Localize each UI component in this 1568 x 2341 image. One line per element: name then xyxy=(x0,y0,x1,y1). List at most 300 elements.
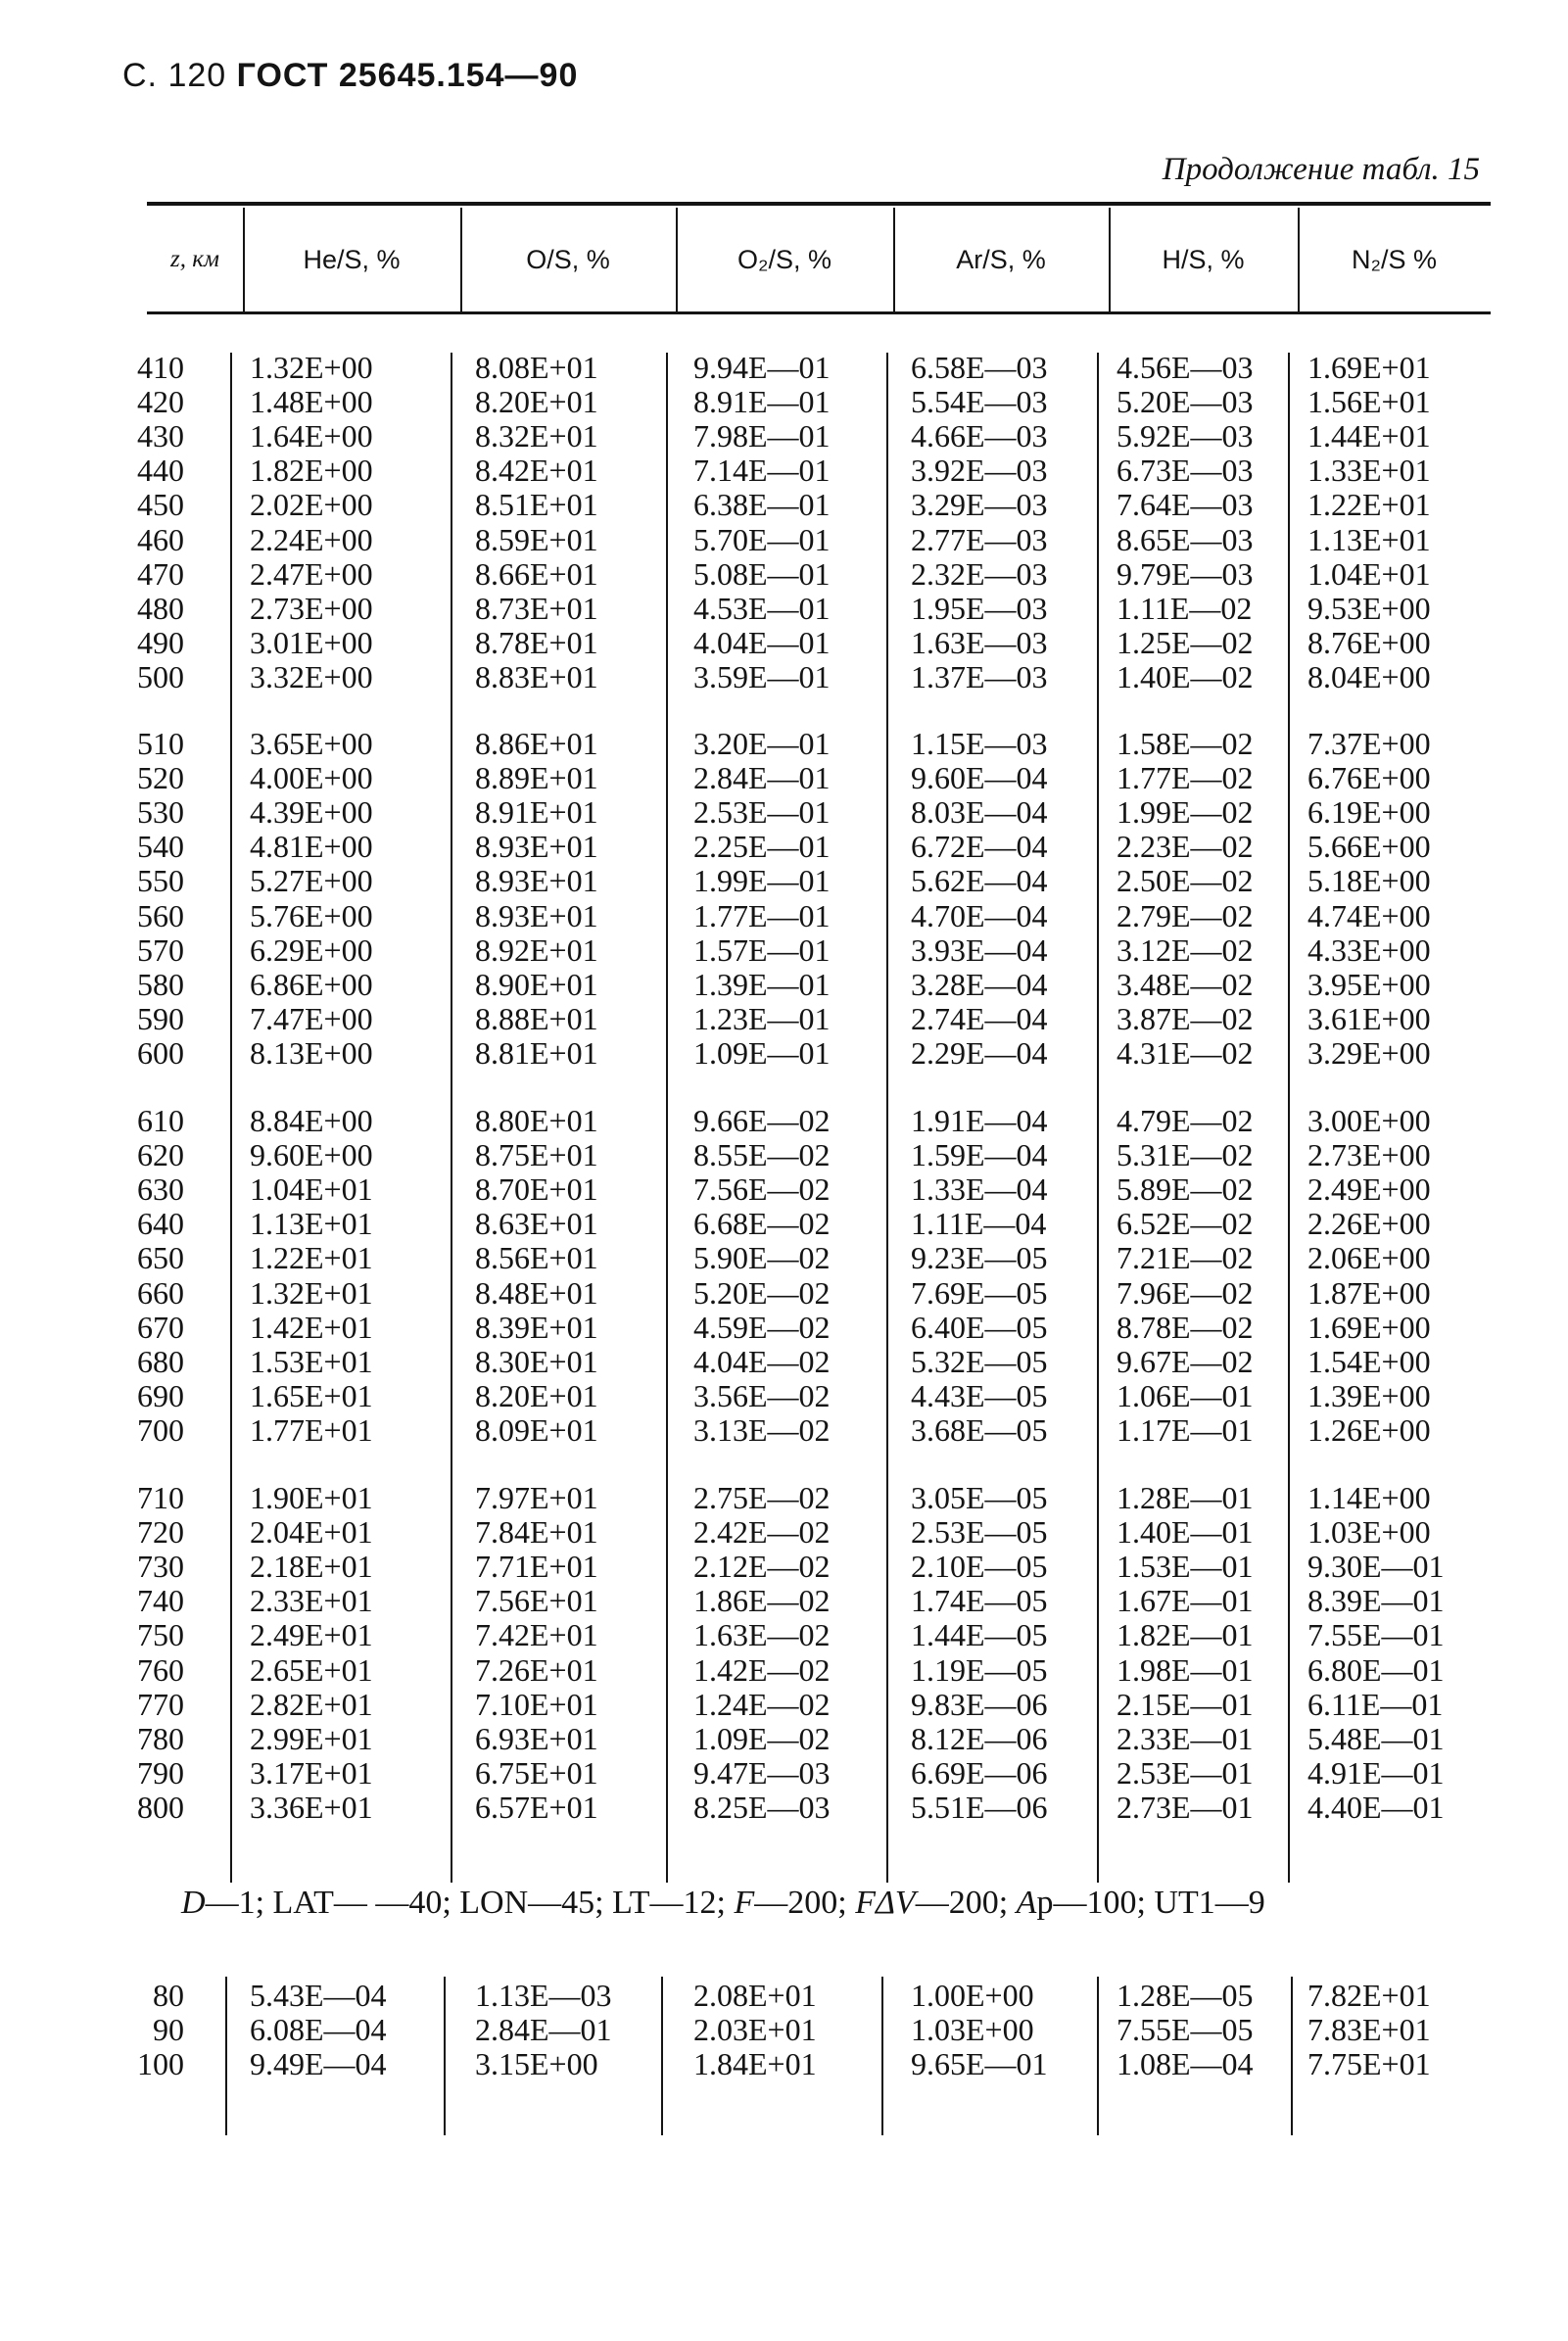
table-row-value: 5.90E—02 xyxy=(693,1240,831,1276)
table-row-value: 1.32E+00 xyxy=(250,350,373,385)
table-row-value: 5.76E+00 xyxy=(250,897,373,933)
section-row-value: 2.08E+01 xyxy=(693,1978,817,2013)
table-row-value: 5.27E+00 xyxy=(250,863,373,899)
table-row-value: 8.78E—02 xyxy=(1117,1309,1254,1345)
table-row-value: 8.66E+01 xyxy=(475,555,598,592)
param-f: F xyxy=(734,1885,755,1921)
table-row-value: 1.95E—03 xyxy=(911,590,1048,626)
table-row-value: 2.32E—03 xyxy=(911,555,1048,592)
table-row-value: 4.56E—03 xyxy=(1117,350,1254,385)
table-row-altitude: 780 xyxy=(137,1720,184,1756)
table-row-value: 1.13E+01 xyxy=(1307,521,1431,557)
param-fav: FΔV xyxy=(855,1885,916,1921)
table-row-value: 2.79E—02 xyxy=(1117,897,1254,933)
table-row-value: 1.22E+01 xyxy=(1307,487,1431,523)
table-row-value: 8.39E+01 xyxy=(475,1309,598,1345)
table-row-value: 1.19E—05 xyxy=(911,1651,1048,1688)
section-row-value: 1.84E+01 xyxy=(693,2046,817,2082)
table-row-altitude: 570 xyxy=(137,932,184,968)
table-row-value: 2.29E—04 xyxy=(911,1034,1048,1071)
table-row-value: 6.93E+01 xyxy=(475,1720,598,1756)
section-row-value: 7.75E+01 xyxy=(1307,2046,1431,2082)
table-row-value: 2.82E+01 xyxy=(250,1686,373,1722)
table-row-value: 8.48E+01 xyxy=(475,1274,598,1311)
table-row-value: 2.15E—01 xyxy=(1117,1686,1254,1722)
table-row-value: 7.84E+01 xyxy=(475,1514,598,1551)
table-row-value: 7.64E—03 xyxy=(1117,487,1254,523)
table-row-value: 7.56E—02 xyxy=(693,1171,831,1208)
table-row-value: 7.69E—05 xyxy=(911,1274,1048,1311)
section-row-value: 6.08E—04 xyxy=(250,2012,387,2048)
table-row-value: 9.23E—05 xyxy=(911,1240,1048,1276)
table-row-value: 7.21E—02 xyxy=(1117,1240,1254,1276)
header-column-divider xyxy=(1109,208,1111,311)
table-row-altitude: 730 xyxy=(137,1549,184,1585)
table-row-value: 8.25E—03 xyxy=(693,1789,831,1825)
body-column-divider xyxy=(1288,353,1290,1883)
table-row-value: 2.99E+01 xyxy=(250,1720,373,1756)
section-row-value: 7.83E+01 xyxy=(1307,2012,1431,2048)
table-row-value: 2.84E—01 xyxy=(693,760,831,796)
table-row-altitude: 660 xyxy=(137,1274,184,1311)
table-row-altitude: 650 xyxy=(137,1240,184,1276)
table-row-value: 2.04E+01 xyxy=(250,1514,373,1551)
table-row-value: 2.73E—01 xyxy=(1117,1789,1254,1825)
table-row-value: 1.15E—03 xyxy=(911,726,1048,761)
table-row-value: 2.47E+00 xyxy=(250,555,373,592)
section-row-altitude: 90 xyxy=(153,2012,184,2048)
section-row-value: 7.82E+01 xyxy=(1307,1978,1431,2013)
table-row-value: 4.33E+00 xyxy=(1307,932,1431,968)
param-ap-value: p—100; UT1—9 xyxy=(1036,1885,1265,1921)
column-header-o2: O₂/S, % xyxy=(736,244,832,274)
table-row-altitude: 700 xyxy=(137,1411,184,1448)
section-row-value: 2.84E—01 xyxy=(475,2012,612,2048)
table-row-value: 5.32E—05 xyxy=(911,1343,1048,1379)
table-row-value: 4.74E+00 xyxy=(1307,897,1431,933)
table-row-value: 2.18E+01 xyxy=(250,1549,373,1585)
header-column-divider xyxy=(243,208,245,311)
page-header xyxy=(122,57,578,95)
table-row-value: 5.51E—06 xyxy=(911,1789,1048,1825)
table-row-value: 8.55E—02 xyxy=(693,1137,831,1173)
table-row-value: 1.77E—01 xyxy=(693,897,831,933)
table-row-value: 8.12E—06 xyxy=(911,1720,1048,1756)
table-row-value: 3.17E+01 xyxy=(250,1754,373,1791)
table-row-value: 3.48E—02 xyxy=(1117,966,1254,1002)
table-row-value: 7.71E+01 xyxy=(475,1549,598,1585)
table-row-altitude: 600 xyxy=(137,1034,184,1071)
table-row-value: 8.86E+01 xyxy=(475,726,598,761)
table-row-value: 2.53E—05 xyxy=(911,1514,1048,1551)
table-row-value: 6.80E—01 xyxy=(1307,1651,1445,1688)
section-row-value: 1.00E+00 xyxy=(911,1978,1034,2013)
table-row-value: 3.92E—03 xyxy=(911,453,1048,489)
table-row-value: 2.24E+00 xyxy=(250,521,373,557)
table-row-value: 1.28E—01 xyxy=(1117,1480,1254,1515)
table-row-value: 6.57E+01 xyxy=(475,1789,598,1825)
table-row-altitude: 710 xyxy=(137,1480,184,1515)
table-row-altitude: 450 xyxy=(137,487,184,523)
table-row-value: 1.22E+01 xyxy=(250,1240,373,1276)
section-column-divider xyxy=(881,1977,883,2135)
table-row-value: 8.90E+01 xyxy=(475,966,598,1002)
table-row-value: 2.06E+00 xyxy=(1307,1240,1431,1276)
table-row-value: 1.99E—01 xyxy=(693,863,831,899)
table-row-value: 3.20E—01 xyxy=(693,726,831,761)
table-row-value: 7.26E+01 xyxy=(475,1651,598,1688)
table-row-value: 1.58E—02 xyxy=(1117,726,1254,761)
table-row-value: 8.13E+00 xyxy=(250,1034,373,1071)
table-row-value: 2.49E+01 xyxy=(250,1617,373,1653)
table-row-value: 1.56E+01 xyxy=(1307,384,1431,420)
table-row-value: 6.38E—01 xyxy=(693,487,831,523)
section-row-value: 3.15E+00 xyxy=(475,2046,598,2082)
table-row-value: 2.12E—02 xyxy=(693,1549,831,1585)
header-column-divider xyxy=(460,208,462,311)
table-row-altitude: 460 xyxy=(137,521,184,557)
table-row-value: 1.04E+01 xyxy=(1307,555,1431,592)
body-column-divider xyxy=(666,353,668,1883)
table-row-value: 1.37E—03 xyxy=(911,658,1048,694)
table-row-value: 8.80E+01 xyxy=(475,1103,598,1138)
table-row-value: 1.77E+01 xyxy=(250,1411,373,1448)
table-row-value: 8.56E+01 xyxy=(475,1240,598,1276)
table-row-value: 1.26E+00 xyxy=(1307,1411,1431,1448)
table-row-value: 3.36E+01 xyxy=(250,1789,373,1825)
table-row-value: 3.59E—01 xyxy=(693,658,831,694)
table-row-value: 1.64E+00 xyxy=(250,418,373,454)
table-row-value: 1.63E—02 xyxy=(693,1617,831,1653)
table-row-altitude: 540 xyxy=(137,829,184,865)
table-row-value: 6.58E—03 xyxy=(911,350,1048,385)
table-row-value: 3.13E—02 xyxy=(693,1411,831,1448)
table-row-value: 2.23E—02 xyxy=(1117,829,1254,865)
table-row-value: 7.98E—01 xyxy=(693,418,831,454)
table-row-value: 1.33E—04 xyxy=(911,1171,1048,1208)
table-row-value: 4.40E—01 xyxy=(1307,1789,1445,1825)
table-row-value: 4.70E—04 xyxy=(911,897,1048,933)
table-row-value: 1.23E—01 xyxy=(693,1000,831,1036)
column-header-o: O/S, % xyxy=(526,244,610,274)
table-row-value: 1.86E—02 xyxy=(693,1583,831,1619)
table-row-value: 3.01E+00 xyxy=(250,624,373,660)
table-row-altitude: 760 xyxy=(137,1651,184,1688)
table-row-value: 5.62E—04 xyxy=(911,863,1048,899)
table-row-value: 3.56E—02 xyxy=(693,1377,831,1413)
table-row-value: 6.76E+00 xyxy=(1307,760,1431,796)
table-row-value: 8.09E+01 xyxy=(475,1411,598,1448)
table-row-value: 4.39E+00 xyxy=(250,794,373,831)
section-row-altitude: 100 xyxy=(137,2046,184,2082)
table-row-value: 8.93E+01 xyxy=(475,863,598,899)
body-column-divider xyxy=(1097,353,1099,1883)
table-row-altitude: 480 xyxy=(137,590,184,626)
body-column-divider xyxy=(886,353,888,1883)
table-row-value: 8.04E+00 xyxy=(1307,658,1431,694)
table-row-value: 5.92E—03 xyxy=(1117,418,1254,454)
table-row-value: 4.04E—02 xyxy=(693,1343,831,1379)
table-row-altitude: 750 xyxy=(137,1617,184,1653)
table-row-value: 1.53E+01 xyxy=(250,1343,373,1379)
table-row-value: 8.73E+01 xyxy=(475,590,598,626)
table-row-altitude: 520 xyxy=(137,760,184,796)
table-row-altitude: 410 xyxy=(137,350,184,385)
table-row-value: 4.43E—05 xyxy=(911,1377,1048,1413)
table-row-value: 1.17E—01 xyxy=(1117,1411,1254,1448)
table-row-value: 1.40E—01 xyxy=(1117,1514,1254,1551)
table-row-value: 1.32E+01 xyxy=(250,1274,373,1311)
table-row-value: 7.97E+01 xyxy=(475,1480,598,1515)
table-row-value: 6.29E+00 xyxy=(250,932,373,968)
table-row-value: 2.02E+00 xyxy=(250,487,373,523)
table-row-value: 8.84E+00 xyxy=(250,1103,373,1138)
param-d-value: —1; LAT— —40; LON—45; LT—12; xyxy=(205,1885,735,1921)
table-row-altitude: 610 xyxy=(137,1103,184,1138)
table-row-value: 1.53E—01 xyxy=(1117,1549,1254,1585)
table-row-value: 7.55E—01 xyxy=(1307,1617,1445,1653)
table-row-altitude: 680 xyxy=(137,1343,184,1379)
table-row-value: 4.79E—02 xyxy=(1117,1103,1254,1138)
table-row-value: 1.42E+01 xyxy=(250,1309,373,1345)
table-row-value: 8.91E+01 xyxy=(475,794,598,831)
table-row-value: 2.77E—03 xyxy=(911,521,1048,557)
table-row-value: 9.67E—02 xyxy=(1117,1343,1254,1379)
column-header-z: z, км xyxy=(170,246,219,272)
table-row-value: 4.91E—01 xyxy=(1307,1754,1445,1791)
table-row-value: 8.20E+01 xyxy=(475,1377,598,1413)
table-row-altitude: 740 xyxy=(137,1583,184,1619)
table-row-value: 2.53E—01 xyxy=(1117,1754,1254,1791)
table-row-value: 3.05E—05 xyxy=(911,1480,1048,1515)
table-row-value: 4.81E+00 xyxy=(250,829,373,865)
table-row-value: 4.53E—01 xyxy=(693,590,831,626)
table-row-value: 5.08E—01 xyxy=(693,555,831,592)
table-row-altitude: 630 xyxy=(137,1171,184,1208)
table-row-value: 2.75E—02 xyxy=(693,1480,831,1515)
table-row-value: 9.83E—06 xyxy=(911,1686,1048,1722)
section-row-value: 5.43E—04 xyxy=(250,1978,387,2013)
table-row-value: 3.32E+00 xyxy=(250,658,373,694)
table-row-value: 1.65E+01 xyxy=(250,1377,373,1413)
table-row-altitude: 440 xyxy=(137,453,184,489)
standard-code: ГОСТ 25645.154—90 xyxy=(236,57,579,94)
table-row-altitude: 800 xyxy=(137,1789,184,1825)
table-row-value: 8.78E+01 xyxy=(475,624,598,660)
table-row-altitude: 420 xyxy=(137,384,184,420)
section-column-divider xyxy=(1097,1977,1099,2135)
table-row-altitude: 790 xyxy=(137,1754,184,1791)
param-d: D xyxy=(181,1885,206,1921)
table-row-value: 1.63E—03 xyxy=(911,624,1048,660)
table-row-value: 3.65E+00 xyxy=(250,726,373,761)
table-row-value: 2.10E—05 xyxy=(911,1549,1048,1585)
table-row-value: 6.73E—03 xyxy=(1117,453,1254,489)
param-f-value: —200; xyxy=(754,1885,856,1921)
table-row-value: 1.39E—01 xyxy=(693,966,831,1002)
table-row-value: 9.30E—01 xyxy=(1307,1549,1445,1585)
table-row-value: 1.03E+00 xyxy=(1307,1514,1431,1551)
table-row-altitude: 770 xyxy=(137,1686,184,1722)
table-row-value: 1.48E+00 xyxy=(250,384,373,420)
table-row-value: 1.33E+01 xyxy=(1307,453,1431,489)
table-row-value: 9.94E—01 xyxy=(693,350,831,385)
table-row-value: 1.99E—02 xyxy=(1117,794,1254,831)
param-ap: A xyxy=(1016,1885,1037,1921)
table-row-value: 3.68E—05 xyxy=(911,1411,1048,1448)
table-row-value: 7.96E—02 xyxy=(1117,1274,1254,1311)
table-row-value: 8.76E+00 xyxy=(1307,624,1431,660)
table-row-value: 8.39E—01 xyxy=(1307,1583,1445,1619)
table-row-value: 8.08E+01 xyxy=(475,350,598,385)
table-row-value: 7.37E+00 xyxy=(1307,726,1431,761)
table-row-value: 4.00E+00 xyxy=(250,760,373,796)
table-row-value: 7.42E+01 xyxy=(475,1617,598,1653)
table-row-value: 8.93E+01 xyxy=(475,829,598,865)
table-row-value: 6.68E—02 xyxy=(693,1206,831,1242)
table-row-value: 9.53E+00 xyxy=(1307,590,1431,626)
table-row-altitude: 530 xyxy=(137,794,184,831)
table-row-value: 1.42E—02 xyxy=(693,1651,831,1688)
table-row-value: 1.54E+00 xyxy=(1307,1343,1431,1379)
table-row-value: 8.20E+01 xyxy=(475,384,598,420)
table-row-value: 6.72E—04 xyxy=(911,829,1048,865)
body-column-divider xyxy=(451,353,452,1883)
table-row-altitude: 620 xyxy=(137,1137,184,1173)
table-row-value: 2.49E+00 xyxy=(1307,1171,1431,1208)
section-row-value: 9.49E—04 xyxy=(250,2046,387,2082)
table-top-rule xyxy=(147,202,1491,206)
table-row-value: 4.31E—02 xyxy=(1117,1034,1254,1071)
table-row-value: 1.09E—01 xyxy=(693,1034,831,1071)
table-row-value: 1.13E+01 xyxy=(250,1206,373,1242)
table-row-value: 1.11E—02 xyxy=(1117,590,1253,626)
table-row-value: 9.47E—03 xyxy=(693,1754,831,1791)
table-row-value: 3.12E—02 xyxy=(1117,932,1254,968)
table-row-value: 5.18E+00 xyxy=(1307,863,1431,899)
section-row-value: 2.03E+01 xyxy=(693,2012,817,2048)
table-row-altitude: 500 xyxy=(137,658,184,694)
column-header-ar: Ar/S, % xyxy=(956,244,1046,274)
section-row-value: 9.65E—01 xyxy=(911,2046,1048,2082)
section-column-divider xyxy=(225,1977,227,2135)
header-column-divider xyxy=(676,208,678,311)
table-header-rule xyxy=(147,311,1491,314)
param-fav-value: —200; xyxy=(915,1885,1017,1921)
caption-table-number: 15 xyxy=(1448,152,1480,187)
table-row-altitude: 550 xyxy=(137,863,184,899)
table-row-value: 3.29E—03 xyxy=(911,487,1048,523)
table-row-altitude: 690 xyxy=(137,1377,184,1413)
table-row-value: 1.69E+00 xyxy=(1307,1309,1431,1345)
table-row-altitude: 670 xyxy=(137,1309,184,1345)
table-row-value: 1.24E—02 xyxy=(693,1686,831,1722)
caption-text: Продолжение табл. xyxy=(1162,152,1440,187)
table-row-value: 5.31E—02 xyxy=(1117,1137,1254,1173)
table-row-value: 1.82E+00 xyxy=(250,453,373,489)
table-caption xyxy=(1163,152,1480,188)
section-row-value: 1.03E+00 xyxy=(911,2012,1034,2048)
table-row-value: 1.40E—02 xyxy=(1117,658,1254,694)
table-row-value: 8.63E+01 xyxy=(475,1206,598,1242)
table-row-value: 9.79E—03 xyxy=(1117,555,1254,592)
table-row-value: 5.89E—02 xyxy=(1117,1171,1254,1208)
table-row-value: 1.87E+00 xyxy=(1307,1274,1431,1311)
section-parameters xyxy=(181,1885,1265,1922)
table-row-value: 1.04E+01 xyxy=(250,1171,373,1208)
table-row-value: 1.06E—01 xyxy=(1117,1377,1254,1413)
table-row-value: 8.51E+01 xyxy=(475,487,598,523)
table-row-value: 8.42E+01 xyxy=(475,453,598,489)
section-column-divider xyxy=(661,1977,663,2135)
table-row-value: 1.67E—01 xyxy=(1117,1583,1254,1619)
table-row-value: 2.33E—01 xyxy=(1117,1720,1254,1756)
table-row-value: 3.93E—04 xyxy=(911,932,1048,968)
table-row-value: 8.30E+01 xyxy=(475,1343,598,1379)
table-row-value: 1.14E+00 xyxy=(1307,1480,1431,1515)
table-row-value: 7.14E—01 xyxy=(693,453,831,489)
table-row-value: 8.59E+01 xyxy=(475,521,598,557)
table-row-value: 8.89E+01 xyxy=(475,760,598,796)
table-row-value: 2.73E+00 xyxy=(250,590,373,626)
table-row-value: 1.91E—04 xyxy=(911,1103,1048,1138)
table-row-value: 7.10E+01 xyxy=(475,1686,598,1722)
section-row-value: 1.28E—05 xyxy=(1117,1978,1254,2013)
header-column-divider xyxy=(1298,208,1300,311)
section-row-altitude: 80 xyxy=(153,1978,184,2013)
table-row-value: 8.92E+01 xyxy=(475,932,598,968)
table-row-altitude: 470 xyxy=(137,555,184,592)
column-header-h: H/S, % xyxy=(1162,244,1245,274)
table-row-altitude: 510 xyxy=(137,726,184,761)
table-row-value: 8.03E—04 xyxy=(911,794,1048,831)
table-row-value: 6.52E—02 xyxy=(1117,1206,1254,1242)
table-row-value: 6.86E+00 xyxy=(250,966,373,1002)
table-row-value: 5.66E+00 xyxy=(1307,829,1431,865)
table-row-value: 8.83E+01 xyxy=(475,658,598,694)
table-row-value: 1.98E—01 xyxy=(1117,1651,1254,1688)
table-row-value: 4.59E—02 xyxy=(693,1309,831,1345)
table-row-value: 5.20E—02 xyxy=(693,1274,831,1311)
page-number: С. 120 xyxy=(122,57,227,94)
section-row-value: 7.55E—05 xyxy=(1117,2012,1254,2048)
table-row-value: 1.44E—05 xyxy=(911,1617,1048,1653)
table-row-value: 2.42E—02 xyxy=(693,1514,831,1551)
table-row-value: 3.00E+00 xyxy=(1307,1103,1431,1138)
table-row-value: 1.77E—02 xyxy=(1117,760,1254,796)
table-row-value: 1.82E—01 xyxy=(1117,1617,1254,1653)
table-row-value: 1.39E+00 xyxy=(1307,1377,1431,1413)
table-row-value: 8.65E—03 xyxy=(1117,521,1254,557)
table-row-value: 8.91E—01 xyxy=(693,384,831,420)
table-row-value: 6.40E—05 xyxy=(911,1309,1048,1345)
table-row-value: 2.65E+01 xyxy=(250,1651,373,1688)
table-row-value: 3.61E+00 xyxy=(1307,1000,1431,1036)
table-row-value: 8.75E+01 xyxy=(475,1137,598,1173)
table-row-value: 8.88E+01 xyxy=(475,1000,598,1036)
table-row-altitude: 640 xyxy=(137,1206,184,1242)
table-row-altitude: 720 xyxy=(137,1514,184,1551)
section-column-divider xyxy=(1291,1977,1293,2135)
table-row-value: 2.74E—04 xyxy=(911,1000,1048,1036)
table-row-value: 5.48E—01 xyxy=(1307,1720,1445,1756)
table-row-value: 7.56E+01 xyxy=(475,1583,598,1619)
section-row-value: 1.13E—03 xyxy=(475,1978,612,2013)
table-header xyxy=(147,208,1491,311)
table-row-value: 4.04E—01 xyxy=(693,624,831,660)
table-row-altitude: 560 xyxy=(137,897,184,933)
table-row-altitude: 580 xyxy=(137,966,184,1002)
